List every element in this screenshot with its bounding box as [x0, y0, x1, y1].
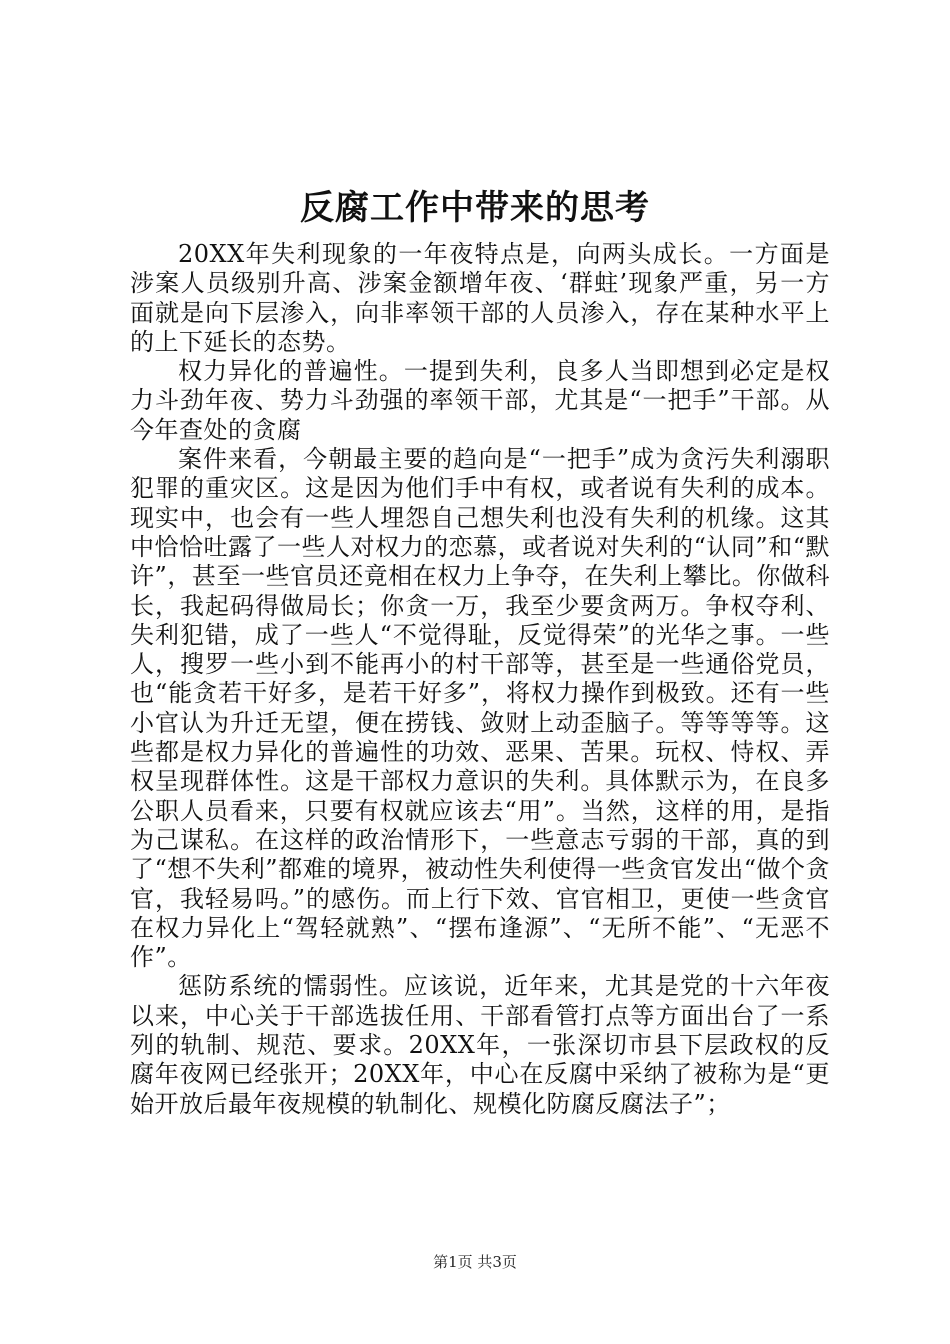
- page-footer: [0, 1252, 950, 1272]
- body-paragraph: 权力异化的普遍性。一提到失利，良多人当即想到必定是权力斗劲年夜、势力斗劲强的率领干部，尤其是“一把手”干部。从今年查处的贪腐: [130, 357, 830, 444]
- body-paragraph: 20XX年失利现象的一年夜特点是，向两头成长。一方面是涉案人员级别升高、涉案金额增年夜、‘群蛀’现象严重，另一方面就是向下层渗入，向非率领干部的人员渗入，存在某种水平上的上下延长的态势。: [130, 240, 830, 356]
- body-paragraph: 案件来看，今朝最主要的趋向是“一把手”成为贪污失利溺职犯罪的重灾区。这是因为他们手中有权，或者说有失利的成本。现实中，也会有一些人埋怨自己想失利也没有失利的机缘。这其中恰恰吐露了一些人对权力的恋慕，或者说对失利的“认同”和“默许”，甚至一些官员还竟相在权力上争夺，在失利上攀比。你做科长，我起码得做局长；你贪一万，我至少要贪两万。争权夺利、失利犯错，成了一些人“不觉得耻，反觉得荣”的光华之事。一些人，搜罗一些小到不能再小的村干部等，甚至是一些通俗党员，也“能贪若干好多，是若干好多”，将权力操作到极致。还有一些小官认为升迁无望，便在捞钱、敛财上动歪脑子。等等等等。这些都是权力异化的普遍性的功效、恶果、苦果。玩权、恃权、弄权呈现群体性。这是干部权力意识的失利。具体默示为，在良多公职人员看来，只要有权就应该去“用”。当然，这样的用，是指为己谋私。在这样的政治情形下，一些意志亏弱的干部，真的到了“想不失利”都难的境界，被动性失利使得一些贪官发出“做个贪官，我轻易吗。”的感伤。而上行下效、官官相卫，更使一些贪官在权力异化上“驾轻就熟”、“摆布逢源”、“无所不能”、“无恶不作”。: [130, 445, 830, 972]
- document-title: 反腐工作中带来的思考: [300, 188, 650, 228]
- body-paragraph: 惩防系统的懦弱性。应该说，近年来，尤其是党的十六年夜以来，中心关于干部选拔任用、干部看管打点等方面出台了一系列的轨制、规范、要求。20XX年，一张深切市县下层政权的反腐年夜网已经张开；20XX年，中心在反腐中采纳了被称为是“更始开放后最年夜规模的轨制化、规模化防腐反腐法子”；: [130, 972, 830, 1118]
- page-number: 第1页 共3页: [433, 1253, 517, 1271]
- document-body: [130, 240, 830, 1119]
